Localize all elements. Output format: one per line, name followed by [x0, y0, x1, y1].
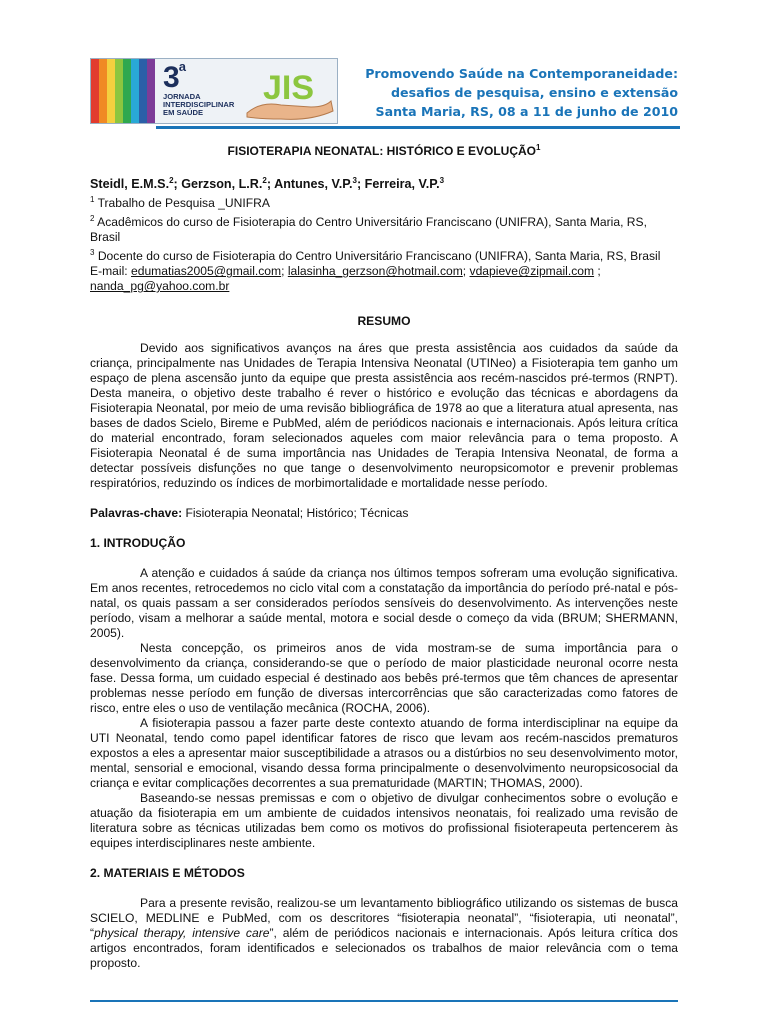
intro-paragraph: A fisioterapia passou a fazer parte deste contexto atuando de forma interdisciplinar na equipe da UTI Neonatal, tendo como papel identificar fatores de risco que levam aos recém-nascidos prematuros expostos a eles a apresentar maior susceptibilidade a atrasos ou a distúrbios no seu desenvolvimento motor, mental, sensorial e emocional, visando dessa forma principalmente o desenvolvimento neuropsicosocial da criança e evitar complicações decorrentes a sua prematuridade (MARTIN; THOMAS, 2000). — [90, 716, 678, 791]
email-link[interactable]: edumatias2005@gmail.com — [131, 264, 282, 279]
footer-divider — [90, 1000, 678, 1002]
paper-title: FISIOTERAPIA NEONATAL: HISTÓRICO E EVOLUÇÃO$^1$ — [227, 143, 541, 158]
affiliation: $^1$ Trabalho de Pesquisa _UNIFRA — [90, 195, 270, 211]
intro-paragraph: A atenção e cuidados á saúde da criança nos últimos tempos sofreram uma evolução significativa. Em anos recentes, retrocedemos no ciclo vital com a constatação da importância do período pré-natal e pós-natal, os quais passam a ser considerados períodos sensíveis do desenvolvimento. As intervenções neste período, visam a melhorar a saúde mental, motora e social desde o começo da vida (BRUM; SHERMANN, 2005). — [90, 566, 678, 641]
author-list — [90, 173, 678, 192]
methods-paragraph: Para a presente revisão, realizou-se um levantamento bibliográfico utilizando os sistemas de busca SCIELO, MEDLINE e PubMed, com os descritores “fisioterapia neonatal”, “fisioterapia, uti neonatal”, “physical therapy, intensive care”, além de periódicos nacionais e internacionais. Após leitura crítica dos artigos encontrados, foram identificados e selecionados os trabalhos de maior relevância com o tema proposto. — [90, 896, 678, 971]
author: Antunes, V.P.$^3$; — [274, 176, 365, 192]
section-heading-introduction: 1. INTRODUÇÃO — [90, 536, 186, 551]
logo-hand-illustration — [241, 61, 335, 121]
header-divider — [156, 126, 680, 129]
logo-caption: JORNADA INTERDISCIPLINAR EM SAÚDE — [163, 92, 235, 117]
intro-paragraph: Nesta concepção, os primeiros anos de vida mostram-se de suma importância para o desenvolvimento da criança, considerando-se que o período de maior plasticidade neuronal ocorre nesta fase. Dessa forma, um cuidado especial é destinado aos bebês pré-termos que têm chances de apresentar problemas nesse período em função de diversas intercorrências que são caracterizadas como fatores de risco, entre eles o uso de ventilação mecânica (ROCHA, 2006). — [90, 641, 678, 716]
author: Gerzson, L.R.$^2$; — [181, 176, 275, 192]
event-title — [365, 64, 678, 121]
paper-body — [90, 140, 678, 971]
event-title-line: desafios de pesquisa, ensino e extensão — [391, 85, 678, 100]
page-header — [90, 58, 680, 130]
author: Ferreira, V.P.$^3$ — [364, 176, 445, 192]
logo-color-stripes — [91, 59, 155, 123]
svg-text:JIS: JIS — [263, 69, 315, 107]
event-title-line: Promovendo Saúde na Contemporaneidade: — [365, 66, 678, 81]
event-dates-line: Santa Maria, RS, 08 a 11 de junho de 2010 — [375, 104, 678, 119]
affiliation: $^2$ Acadêmicos do curso de Fisioterapia do Centro Universitário Franciscano (UNIFRA), Santa Maria, RS, Brasil — [90, 214, 647, 245]
logo-edition-number: 3$^a$ — [163, 59, 185, 94]
event-logo — [90, 58, 338, 124]
affiliation: $^3$ Docente do curso de Fisioterapia do Centro Universitário Franciscano (UNIFRA), Santa Maria, RS, Brasil — [90, 248, 661, 264]
intro-paragraph: Baseando-se nessas premissas e com o objetivo de divulgar conhecimentos sobre o evolução e atuação da fisioterapia em um ambiente de cuidados intensivos neonatais, foi realizado uma revisão de literatura sobre as técnicas utilizadas bem como os motivos do profissional fisioterapeuta pertencerem às equipes interdisciplinares neste ambiente. — [90, 791, 678, 851]
author: Steidl, E.M.S.$^2$; — [90, 176, 182, 192]
abstract-heading: RESUMO — [357, 314, 411, 329]
email-link[interactable]: lalasinha_gerzson@hotmail.com — [287, 264, 463, 279]
keywords: Palavras-chave: Fisioterapia Neonatal; Histórico; Técnicas — [90, 506, 409, 521]
email-line: E-mail: edumatias2005@gmail.com; lalasinha_gerzson@hotmail.com; vdapieve@zipmail.com ; nanda_pg@yahoo.com.br — [90, 264, 601, 294]
section-heading-methods: 2. MATERIAIS E MÉTODOS — [90, 866, 245, 881]
email-link[interactable]: vdapieve@zipmail.com — [469, 264, 595, 279]
email-link[interactable]: nanda_pg@yahoo.com.br — [90, 279, 230, 294]
abstract-text: Devido aos significativos avanços na áres que presta assistência aos cuidados da saúde da criança, principalmente nas Unidades de Terapia Intensiva Neonatal (UTINeo) a Fisioterapia tem ganho um espaço de plena ascensão junto da equipe que presta assistência aos recém-nascidos pré-termos (RNPT). Desta maneira, o objetivo deste trabalho é rever o histórico e evolução das técnicas e abordagens da Fisioterapia Neonatal, por meio de uma revisão bibliográfica de 1978 ao que a literatura atual apresenta, nas bases de dados Scielo, Bireme e PubMed, além de periódicos nacionais e internacionais. Após leitura crítica do material encontrado, foram selecionados aqueles com maior relevância para o tema proposto. A Fisioterapia Neonatal é de suma importância nas Unidades de Terapia Intensiva Neonatal, de forma a detectar possíveis disfunções no que tange o desenvolvimento neuropsicomotor e prevenir problemas respiratórios, reduzindo os índices de morbimortalidade e mortalidade nesse período. — [90, 341, 678, 491]
